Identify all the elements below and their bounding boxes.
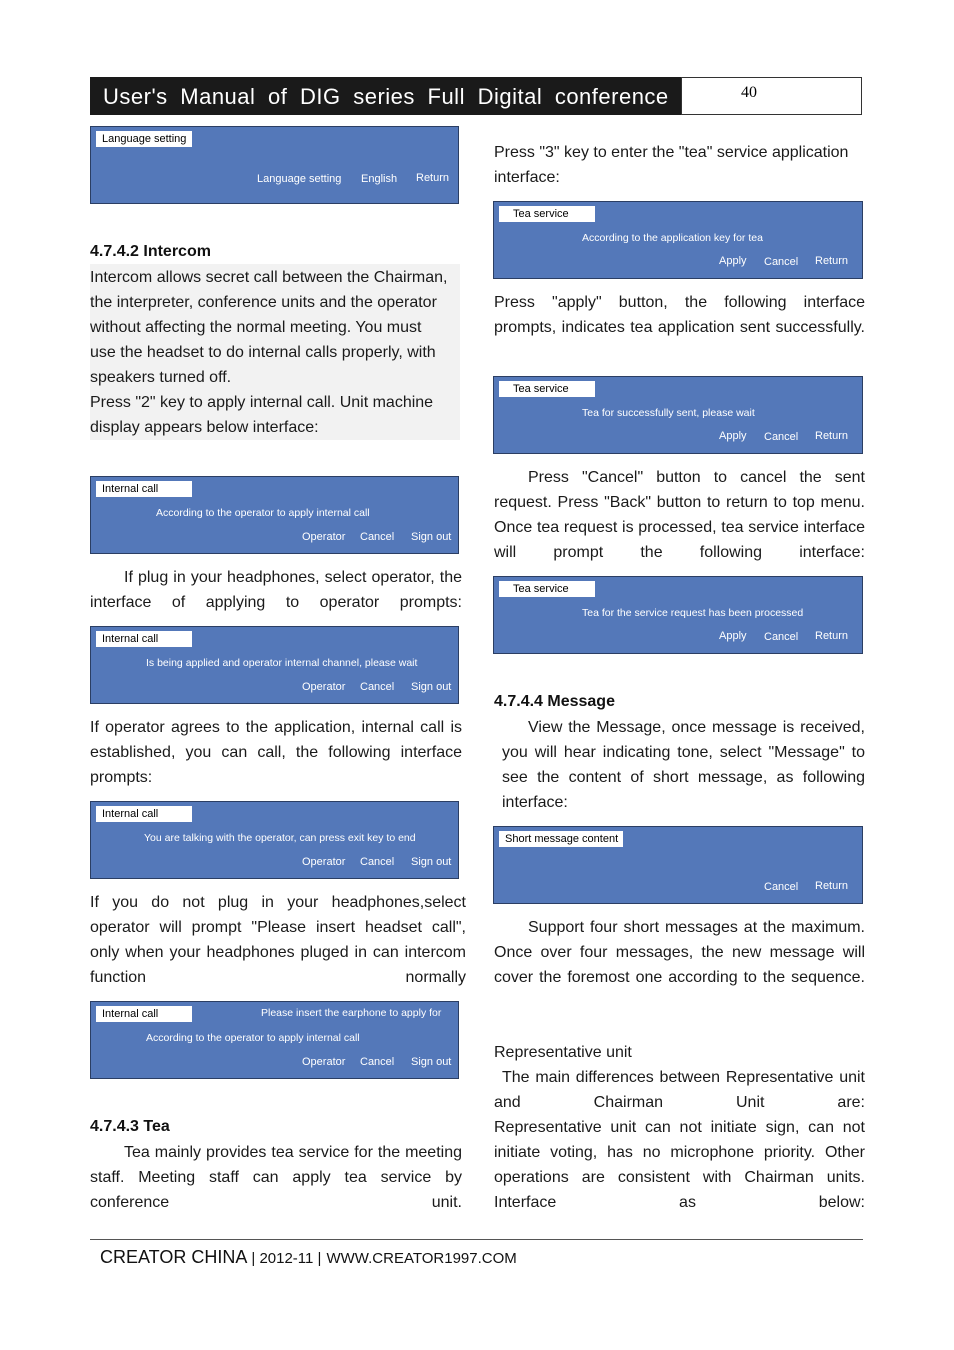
manual-title: User's Manual of DIG series Full Digital conference: [103, 84, 669, 109]
screen-top-message: Please insert the earphone to apply for: [261, 1007, 442, 1019]
text-line: use the headset to do internal calls properly, with: [90, 344, 436, 361]
text-line: Press "2" key to apply internal call. Unit machine: [90, 394, 434, 411]
footer-date: | 2012-11 |: [251, 1250, 322, 1267]
return-button[interactable]: Return: [815, 255, 849, 267]
menu-language-setting[interactable]: Language setting: [257, 173, 342, 185]
screen-tag: Language setting: [96, 131, 192, 147]
sign-out-button[interactable]: Sign out: [411, 1056, 452, 1068]
footer-website[interactable]: WWW.CREATOR1997.COM: [326, 1250, 517, 1267]
screen-tag: Tea service: [499, 381, 595, 397]
paragraph: If plug in your headphones, select operator, the interface of applying to operator prompts:: [90, 569, 462, 611]
tea-service-screen-apply: [493, 201, 863, 279]
return-button[interactable]: Return: [416, 172, 450, 184]
screen-tag: Internal call: [96, 481, 192, 497]
footer-divider: [90, 1239, 863, 1240]
tea-service-screen-processed: [493, 576, 863, 654]
internal-call-screen-waiting: [90, 626, 459, 704]
paragraph: View the Message, once message is received, you will hear indicating tone, select "Message" to see the content of short message, as following interface:: [502, 719, 865, 811]
operator-button[interactable]: Operator: [302, 856, 346, 868]
cancel-button[interactable]: Cancel: [360, 681, 395, 693]
paragraph: Support four short messages at the maximum. Once over four messages, the new message will cover the foremost one according to the sequence.: [494, 919, 865, 986]
subheading-representative-unit: Representative unit: [494, 1044, 632, 1061]
screen-tag: Short message content: [499, 831, 623, 847]
paragraph: Press "Cancel" button to cancel the sent request. Press "Back" button to return to top menu. Once tea request is processed, tea service interface will prompt the following interface:: [494, 469, 865, 561]
return-button[interactable]: Return: [815, 880, 849, 892]
paragraph: If you do not plug in your headphones,select operator will prompt "Please insert headset call", only when your headphones pluged in can intercom function normally: [90, 894, 466, 986]
sign-out-button[interactable]: Sign out: [411, 681, 452, 693]
section-heading-message: 4.7.4.4 Message: [494, 693, 615, 710]
menu-english[interactable]: English: [361, 173, 398, 185]
screen-message: According to the operator to apply internal call: [156, 507, 370, 519]
cancel-button[interactable]: Cancel: [360, 531, 395, 543]
sign-out-button[interactable]: Sign out: [411, 531, 452, 543]
return-button[interactable]: Return: [815, 430, 849, 442]
text-line: speakers turned off.: [90, 369, 232, 386]
tea-service-screen-sent: [493, 376, 863, 454]
cancel-button[interactable]: Cancel: [764, 631, 799, 643]
cancel-button[interactable]: Cancel: [360, 856, 395, 868]
internal-call-screen-apply: [90, 476, 459, 554]
paragraph: If operator agrees to the application, internal call is established, you can call, the following interface prompts:: [90, 719, 462, 786]
screen-tag: Internal call: [96, 806, 192, 822]
screen-message: Tea for successfully sent, please wait: [582, 407, 755, 419]
paragraph: Tea mainly provides tea service for the meeting staff. Meeting staff can apply tea service by conference unit.: [90, 1144, 462, 1211]
screen-message: Is being applied and operator internal channel, please wait: [146, 657, 418, 669]
screen-tag: Internal call: [96, 631, 192, 647]
section-heading-intercom: 4.7.4.2 Intercom: [90, 243, 211, 260]
paragraph: Press "apply" button, the following interface prompts, indicates tea application sent successfully.: [494, 294, 865, 336]
short-message-screen: [493, 826, 863, 904]
operator-button[interactable]: Operator: [302, 681, 346, 693]
operator-button[interactable]: Operator: [302, 1056, 346, 1068]
cancel-button[interactable]: Cancel: [764, 431, 799, 443]
apply-button[interactable]: Apply: [719, 255, 747, 267]
screen-message: According to the operator to apply internal call: [146, 1032, 360, 1044]
footer: [100, 1247, 517, 1268]
cancel-button[interactable]: Cancel: [764, 881, 799, 893]
page-number-box: [681, 77, 862, 115]
footer-company: CREATOR CHINA: [100, 1247, 247, 1267]
section-heading-tea: 4.7.4.3 Tea: [90, 1118, 170, 1135]
screen-message: Tea for the service request has been processed: [582, 607, 804, 619]
language-setting-screen: [90, 126, 459, 204]
screen-tag: Internal call: [96, 1006, 192, 1022]
internal-call-screen-insert-earphone: [90, 1001, 459, 1079]
operator-button[interactable]: Operator: [302, 531, 346, 543]
screen-message: According to the application key for tea: [582, 232, 763, 244]
page-number: 40: [741, 84, 757, 101]
paragraph: Press "3" key to enter the "tea" service application interface:: [494, 144, 849, 186]
sign-out-button[interactable]: Sign out: [411, 856, 452, 868]
intercom-description-block: [90, 264, 460, 440]
apply-button[interactable]: Apply: [719, 630, 747, 642]
paragraph: The main differences between Representative unit and Chairman Unit are:: [494, 1069, 865, 1111]
text-line: Intercom allows secret call between the Chairman,: [90, 269, 448, 286]
screen-tag: Tea service: [499, 206, 595, 222]
screen-tag: Tea service: [499, 581, 595, 597]
paragraph: Representative unit can not initiate sign, can not initiate voting, has no microphone priority. Other operations are consistent with Chairman units. Interface as below:: [494, 1119, 865, 1211]
return-button[interactable]: Return: [815, 630, 849, 642]
text-line: the interpreter, conference units and the operator: [90, 294, 437, 311]
internal-call-screen-talking: [90, 801, 459, 879]
cancel-button[interactable]: Cancel: [764, 256, 799, 268]
text-line: display appears below interface:: [90, 419, 319, 436]
apply-button[interactable]: Apply: [719, 430, 747, 442]
text-line: without affecting the normal meeting. You must: [90, 319, 422, 336]
cancel-button[interactable]: Cancel: [360, 1056, 395, 1068]
screen-message: You are talking with the operator, can press exit key to end: [144, 832, 416, 844]
